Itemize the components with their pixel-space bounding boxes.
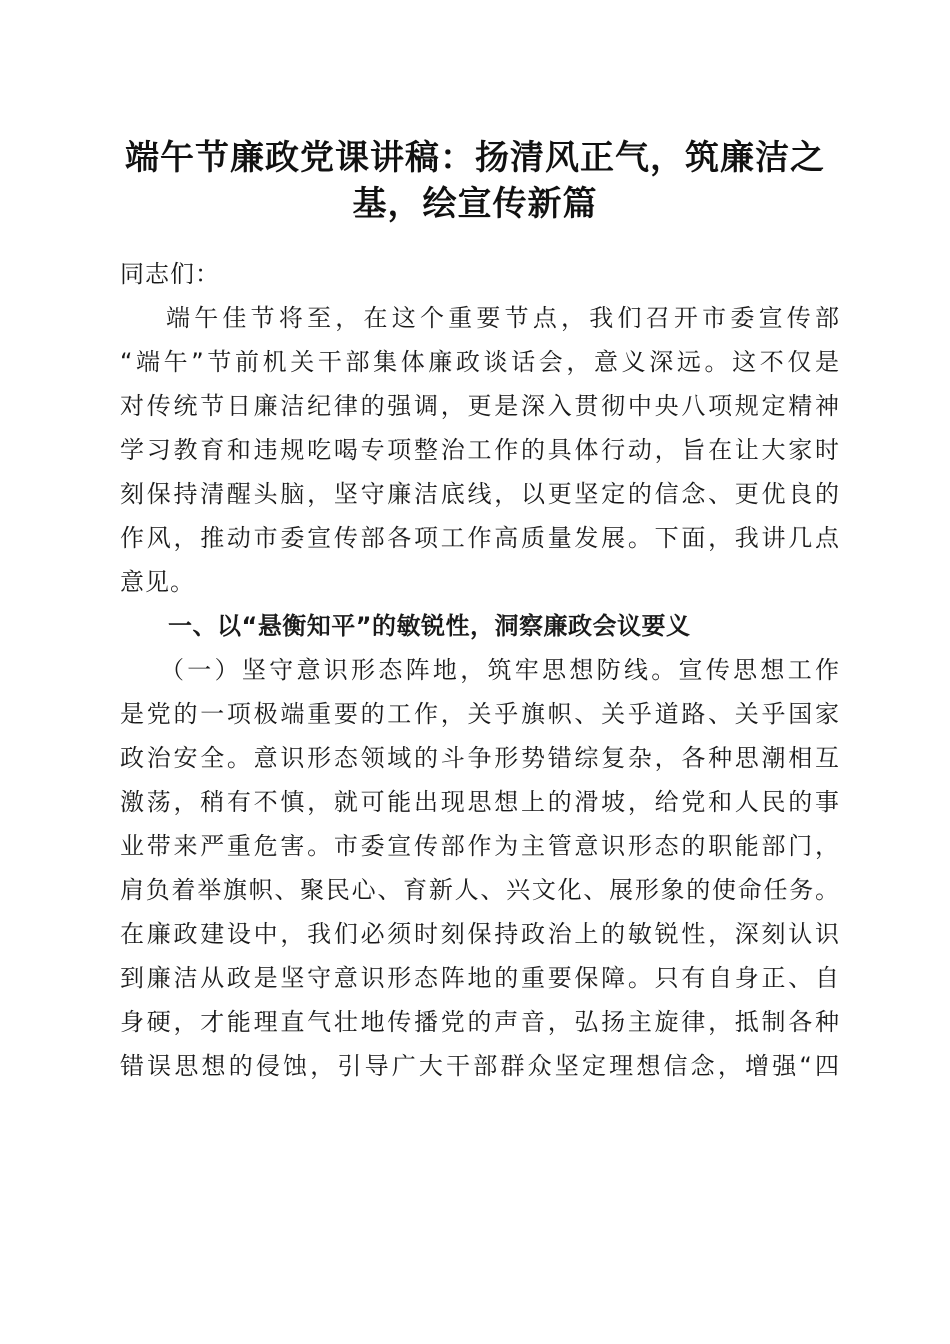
section-1-line-8: 到廉洁从政是坚守意识形态阵地的重要保障。只有自身正、自 (120, 964, 840, 992)
section-1-line-6: 肩负着举旗帜、聚民心、育新人、兴文化、展形象的使命任务。 (120, 876, 840, 904)
section-1-line-3: 政治安全。意识形态领域的斗争形势错综复杂，各种思潮相互 (120, 744, 840, 772)
document-body (120, 252, 840, 1088)
section-1-line-1: （一）坚守意识形态阵地，筑牢思想防线。宣传思想工作 (160, 656, 840, 684)
title-line-1: 端午节廉政党课讲稿：扬清风正气，筑廉洁之 (125, 138, 825, 178)
title-line-2: 基，绘宣传新篇 (352, 184, 598, 224)
section-1-line-9: 身硬，才能理直气壮地传播党的声音，弘扬主旋律，抵制各种 (120, 1008, 840, 1036)
section-1-line-10: 错误思想的侵蚀，引导广大干部群众坚定理想信念，增强“四 (120, 1052, 840, 1080)
intro-line-1: 端午佳节将至，在这个重要节点，我们召开市委宣传部 (166, 304, 840, 332)
document-title (100, 135, 850, 227)
intro-line-4: 学习教育和违规吃喝专项整治工作的具体行动，旨在让大家时 (120, 436, 840, 464)
intro-line-6: 作风，推动市委宣传部各项工作高质量发展。下面，我讲几点 (120, 524, 840, 552)
salutation: 同志们： (120, 260, 220, 288)
intro-line-3: 对传统节日廉洁纪律的强调，更是深入贯彻中央八项规定精神 (120, 392, 840, 420)
intro-line-5: 刻保持清醒头脑，坚守廉洁底线，以更坚定的信念、更优良的 (120, 480, 840, 508)
section-1-line-5: 业带来严重危害。市委宣传部作为主管意识形态的职能部门， (120, 832, 840, 860)
intro-line-7: 意见。 (120, 568, 195, 596)
section-1-line-2: 是党的一项极端重要的工作，关乎旗帜、关乎道路、关乎国家 (120, 700, 840, 728)
section-1-heading: 一、以“悬衡知平”的敏锐性，洞察廉政会议要义 (168, 612, 691, 640)
section-1-line-7: 在廉政建设中，我们必须时刻保持政治上的敏锐性，深刻认识 (120, 920, 840, 948)
intro-line-2: “端午”节前机关干部集体廉政谈话会，意义深远。这不仅是 (120, 348, 840, 376)
section-1-line-4: 激荡，稍有不慎，就可能出现思想上的滑坡，给党和人民的事 (120, 788, 840, 816)
